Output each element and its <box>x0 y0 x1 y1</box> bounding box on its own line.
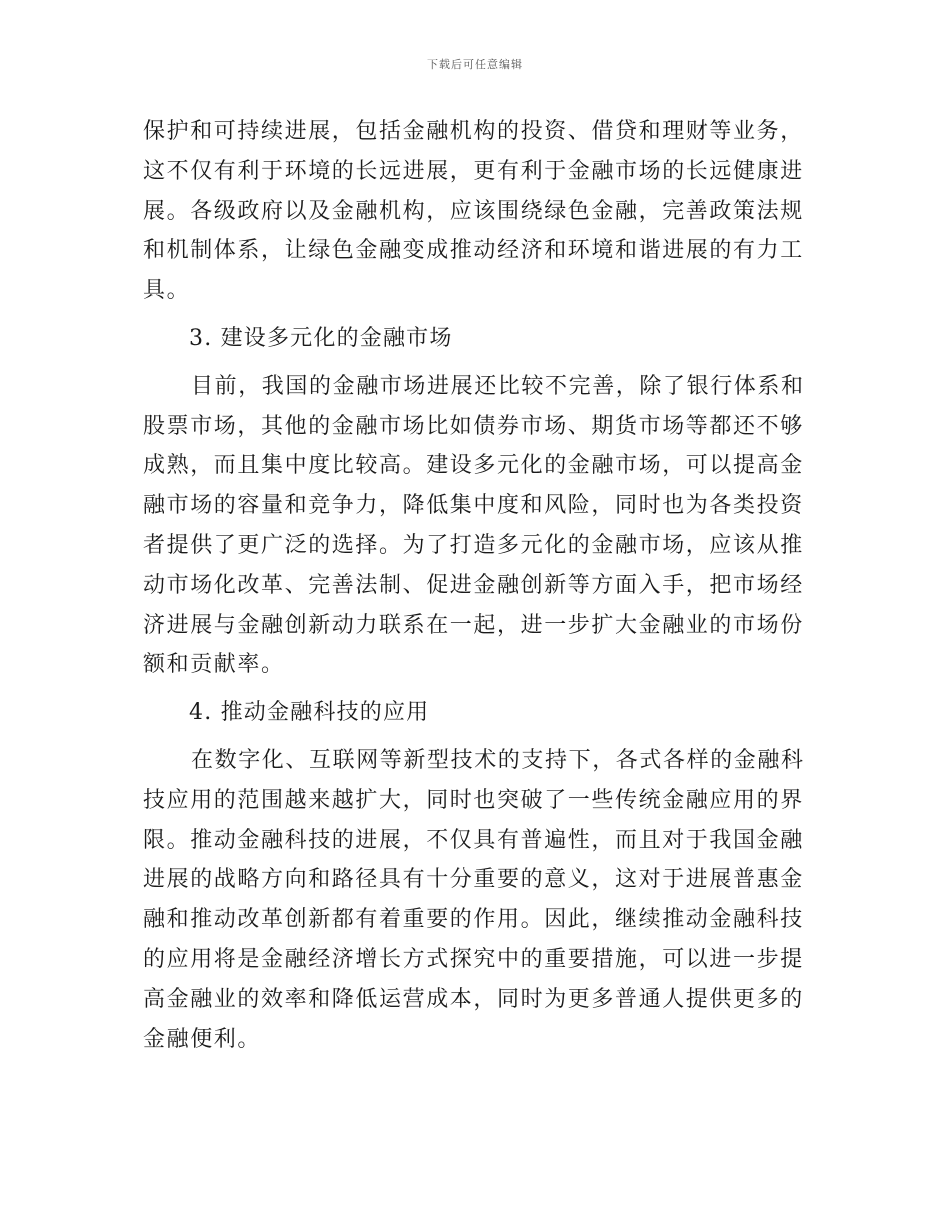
paragraph-green-finance-continued: 保护和可持续进展，包括金融机构的投资、借贷和理财等业务，这不仅有利于环境的长远进展，更有利于金融市场的长远健康进展。各级政府以及金融机构，应该围绕绿色金融，完善政策法规和机制体系，让绿色金融变成推动经济和环境和谐进展的有力工具。 <box>143 119 804 304</box>
document-body <box>143 112 813 1059</box>
page-header: 下载后可任意编辑 <box>427 58 523 71</box>
paragraph-spacer <box>143 359 813 367</box>
paragraph-spacer <box>143 311 813 319</box>
paragraph-spacer <box>143 733 813 741</box>
paragraph-diversified-market: 目前，我国的金融市场进展还比较不完善，除了银行体系和股票市场，其他的金融市场比如债券市场、期货市场等都还不够成熟，而且集中度比较高。建设多元化的金融市场，可以提高金融市场的容量和竞争力，降低集中度和风险，同时也为各类投资者提供了更广泛的选择。为了打造多元化的金融市场，应该从推动市场化改革、完善法制、促进金融创新等方面入手，把市场经济进展与金融创新动力联系在一起，进一步扩大金融业的市场份额和贡献率。 <box>143 373 805 678</box>
paragraph-fintech: 在数字化、互联网等新型技术的支持下，各式各样的金融科技应用的范围越来越扩大，同时也突破了一些传统金融应用的界限。推动金融科技的进展，不仅具有普遍性，而且对于我国金融进展的战略方向和路径具有十分重要的意义，这对于进展普惠金融和推动改革创新都有着重要的作用。因此，继续推动金融科技的应用将是金融经济增长方式探究中的重要措施，可以进一步提高金融业的效率和降低运营成本，同时为更多普通人提供更多的金融便利。 <box>143 747 805 1052</box>
paragraph-spacer <box>143 685 813 693</box>
section-heading-3: 3. 建设多元化的金融市场 <box>189 325 453 351</box>
section-heading-4: 4. 推动金融科技的应用 <box>189 700 430 726</box>
